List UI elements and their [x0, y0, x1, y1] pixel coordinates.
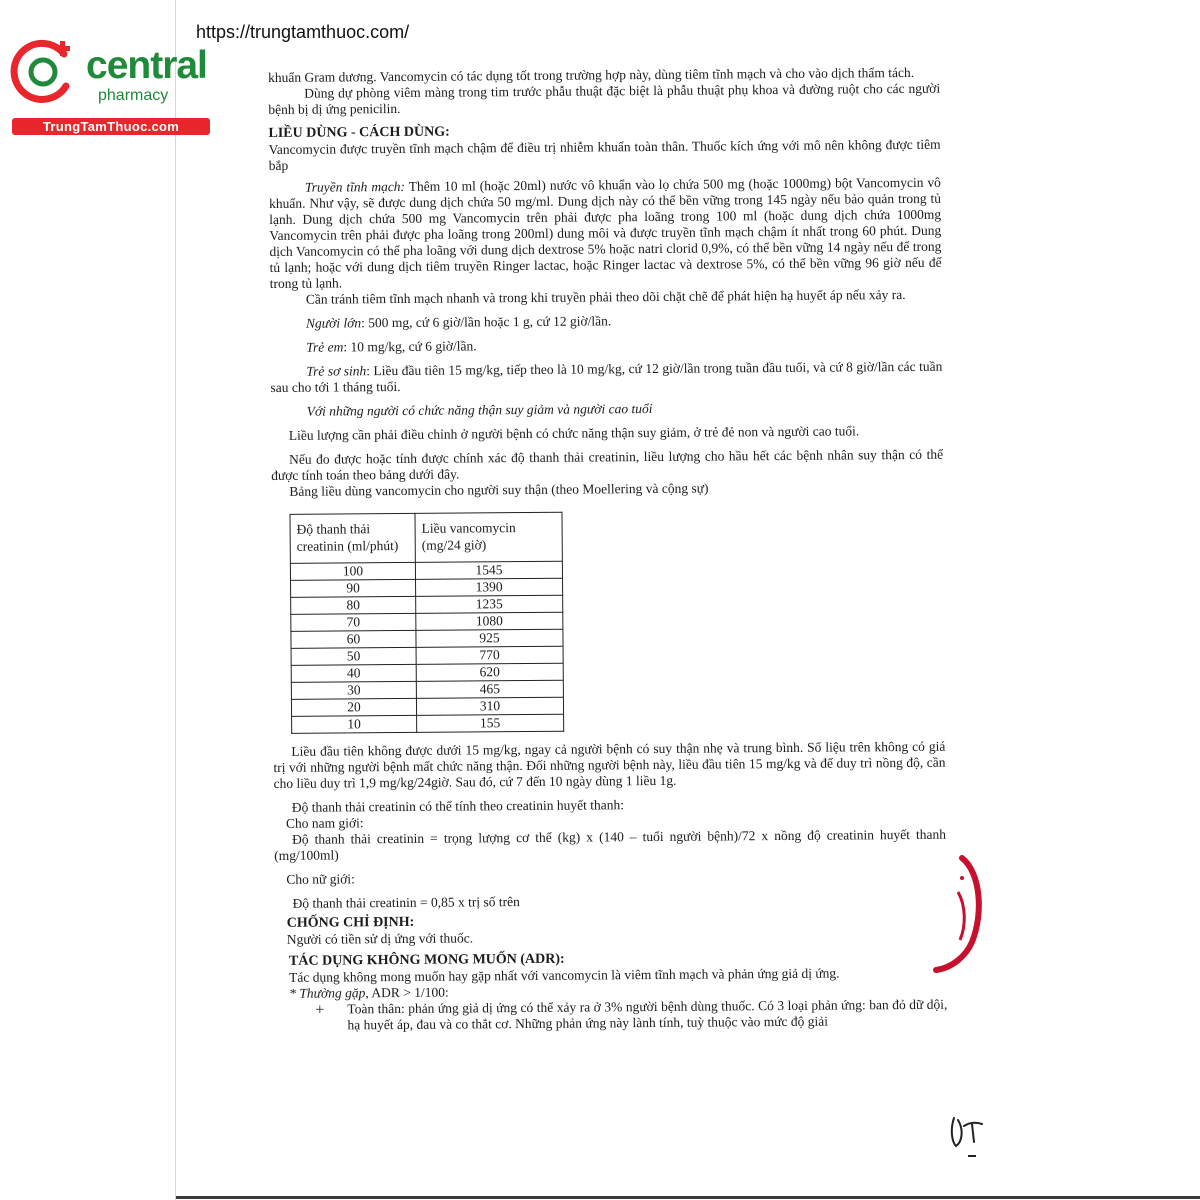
paragraph: Độ thanh thải creatinin có thể tính theo creatinin huyết thanh:	[291, 797, 624, 815]
table-row	[291, 697, 563, 716]
paragraph: Cho nữ giới:	[286, 871, 355, 887]
page-bottom-edge	[176, 1196, 1200, 1199]
paragraph: Người có tiền sử dị ứng với thuốc.	[286, 930, 474, 947]
table-row	[291, 646, 563, 665]
table-row	[291, 629, 563, 648]
section-heading-dosage: LIỀU DÙNG - CÁCH DÙNG:	[268, 124, 450, 141]
paragraph: Cho nam giới:	[285, 815, 364, 831]
table-cell-dose: 1235	[416, 595, 563, 613]
paragraph: Dùng dự phòng viêm màng trong tim trước phẫu thuật đặc biệt là phẫu thuật phụ khoa và đường ruột cho các người bệnh bị dị ứng penicilin.	[268, 80, 941, 117]
table-cell-dose: 155	[417, 714, 564, 732]
paragraph-text: : 10 mg/kg, cứ 6 giờ/lần.	[343, 338, 477, 355]
page-edge	[175, 0, 176, 1200]
paragraph: Độ thanh thải creatinin = trọng lượng cơ thể (kg) x (140 – tuổi người bệnh)/72 x nồng độ creatinin huyết thanh (mg/100ml)	[274, 826, 947, 863]
table-cell-clearance: 20	[291, 698, 416, 716]
paragraph: Toàn thân: phản ứng giả dị ứng có thể xảy ra ở 3% người bệnh dùng thuốc. Có 3 loại phản ứng: ban đỏ dữ dội, hạ huyết áp, đau và co thắt cơ. Những phản ứng này lành tính, tuỳ thuộc vào mức độ giải	[347, 996, 948, 1033]
term-label: Trẻ em	[306, 339, 344, 355]
handwritten-initials	[946, 1112, 990, 1160]
paragraph	[270, 335, 942, 356]
paragraph-text: : 500 mg, cứ 6 giờ/lần hoặc 1 g, cứ 12 giờ/lần.	[361, 313, 612, 331]
source-url[interactable]: https://trungtamthuoc.com/	[196, 22, 410, 42]
paragraph-text: : Liều đầu tiên 15 mg/kg, tiếp theo là 10 mg/kg, cứ 12 giờ/lần trong tuần đầu tuổi, và cứ 8 giờ/lần các tuần sau cho tới 1 tháng tuổi.	[270, 358, 943, 395]
section-heading-adr: TÁC DỤNG KHÔNG MONG MUỐN (ADR):	[288, 951, 565, 969]
table-cell-dose: 465	[416, 680, 563, 698]
bullet-marker: +	[315, 1001, 325, 1019]
paragraph: khuẩn Gram dương. Vancomycin có tác dụng tốt trong trường hợp này, dùng tiêm tĩnh mạch và cho vào dịch thẩm tách.	[268, 64, 915, 85]
dosage-table	[289, 512, 564, 734]
table-header-clearance: Độ thanh thải creatinin (ml/phút)	[290, 513, 415, 563]
logo-site-band: TrungTamThuoc.com	[12, 118, 210, 135]
document-body	[268, 65, 948, 1034]
paragraph: Vancomycin được truyền tĩnh mạch chậm để điều trị nhiễm khuẩn toàn thân. Thuốc kích ứng với mô nên không được tiêm bắp	[268, 136, 941, 173]
red-stamp-mark	[922, 852, 984, 976]
table-cell-clearance: 90	[291, 579, 416, 597]
table-row	[290, 561, 562, 580]
paragraph: Cần tránh tiêm tĩnh mạch nhanh và trong khi truyền phải theo dõi chặt chẽ để phát hiện hạ huyết áp nếu xảy ra.	[305, 286, 906, 307]
table-cell-dose: 770	[416, 646, 563, 664]
paragraph	[269, 175, 942, 292]
paragraph: Liều lượng cần phải điều chỉnh ở người bệnh có chức năng thận suy giảm, ở trẻ đẻ non và người cao tuổi.	[288, 423, 860, 443]
central-pharmacy-logo[interactable]	[10, 38, 210, 136]
table-cell-clearance: 30	[291, 681, 416, 699]
table-cell-dose: 620	[416, 663, 563, 681]
logo-subtitle: pharmacy	[98, 87, 169, 104]
table-cell-dose: 310	[416, 697, 563, 715]
table-cell-clearance: 100	[290, 562, 415, 580]
table-header-dose: Liều vancomycin (mg/24 giờ)	[415, 512, 562, 562]
table-cell-clearance: 80	[291, 596, 416, 614]
table-cell-dose: 1545	[415, 561, 562, 579]
table-cell-clearance: 50	[291, 647, 416, 665]
term-label: * Thường gặp	[289, 985, 366, 1001]
paragraph: Nếu đo được hoặc tính được chính xác độ thanh thải creatinin, liều lượng cho hầu hết các bệnh nhân suy thận có thể được tính toán theo bảng dưới đây.	[271, 446, 944, 483]
table-cell-dose: 925	[416, 629, 563, 647]
table-row	[291, 680, 563, 699]
table-row	[291, 612, 563, 631]
list-item	[315, 997, 947, 1034]
term-label: Truyền tĩnh mạch:	[304, 178, 406, 195]
table-cell-clearance: 40	[291, 664, 416, 682]
table-cell-dose: 1080	[416, 612, 563, 630]
table-row	[291, 578, 563, 597]
table-cell-clearance: 60	[291, 630, 416, 648]
table-body	[290, 561, 563, 733]
table-row	[292, 714, 564, 733]
logo-mark-icon	[10, 38, 76, 104]
paragraph: Bảng liều dùng vancomycin cho người suy thận (theo Moellering và cộng sự)	[289, 480, 709, 499]
table-header-row	[290, 512, 562, 563]
table-cell-clearance: 10	[292, 715, 417, 733]
term-label: Trẻ sơ sinh	[306, 363, 367, 379]
paragraph	[270, 359, 942, 396]
table-row	[291, 595, 563, 614]
paragraph: Liều đầu tiên không được dưới 15 mg/kg, ngay cả người bệnh có suy thận nhẹ và trung bình. Số liệu trên không có giá trị với những người bệnh mất chức năng thận. Đối những người bệnh này, liều đầu tiên 15 mg/kg và để duy trì nồng độ, cần cho liều duy trì 1,9 mg/kg/24giờ. Sau đó, cứ 7 đến 10 ngày dùng 1 liều 1g.	[273, 738, 946, 791]
section-heading-contraindication: CHỐNG CHỈ ĐỊNH:	[286, 914, 415, 931]
paragraph: Với những người có chức năng thận suy giảm và người cao tuổi	[306, 400, 653, 419]
paragraph: Tác dụng không mong muốn hay gặp nhất với vancomycin là viêm tĩnh mạch và phản ứng giả dị ứng.	[289, 965, 840, 985]
table-row	[291, 663, 563, 682]
table-cell-dose: 1390	[416, 578, 563, 596]
paragraph	[270, 311, 942, 332]
page-margin	[0, 0, 175, 1200]
paragraph-text: Thêm 10 ml (hoặc 20ml) nước vô khuẩn vào lọ chứa 500 mg (hoặc 1000mg) bột Vancomycin vô khuẩn. Như vậy, sẽ được dung dịch chứa 50 mg/ml. Dung dịch này có thể bền vững trong 145 ngày nếu bảo quản trong tủ lạnh. Dung dịch chứa 500 mg Vancomycin trên phải được pha loãng trong 100 ml (hoặc dung dịch chứa 1000mg Vancomycin trên phải được pha loãng trong 200ml) dung môi và được truyền tĩnh mạch chậm ít nhất trong 60 phút. Dung dịch Vancomycin có thể pha loãng với dung dịch dextrose 5% hoặc natri clorid 0,9%, có thể bền vững 14 ngày nếu để trong tủ lạnh; hoặc với dung dịch tiêm truyền Ringer lactac, hoặc Ringer lactac và dextrose 5%, có thể bền vững 96 giờ nếu để trong tủ lạnh.	[268, 174, 942, 291]
logo-wordmark: central	[86, 44, 207, 87]
paragraph-text: , ADR > 1/100:	[365, 984, 449, 1001]
term-label: Người lớn	[305, 315, 362, 331]
table-cell-clearance: 70	[291, 613, 416, 631]
paragraph: Độ thanh thải creatinin = 0,85 x trị số trên	[292, 894, 520, 911]
